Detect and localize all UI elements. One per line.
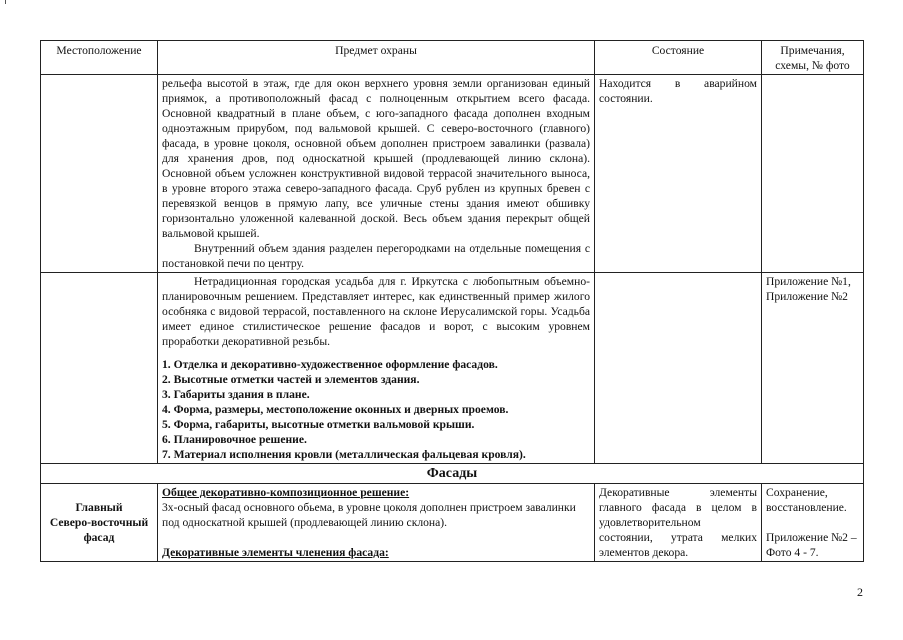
description-paragraph: рельефа высотой в этаж, где для окон верхнего уровня земли организован единый приямок, а противоположный фасад с полноценным открытием всего фасада. Основной квадратный в плане объем, с юго-западного фасада дополнен входным одноэтажным прирубом, под вальмовой крышей. С северо-восточного (главного) фасада, в уровне цоколя, основной объем дополнен пристроем завалинки (развала) для хранения дров, под односкатной крышей (продлевающей линию склона). Основной объем усложнен конструктивной видовой террасой значительного выноса, в уровне второго этажа северо-западного фасада. Сруб рублен из крупных бревен с перевязкой венцов в прямую лапу, все уличные стены здания имеют обшивку горизонтально уложенной калеванной доской. Весь объем здания перекрыт общей вальмовой крышей. bbox=[162, 77, 590, 240]
protection-subject-table bbox=[40, 40, 864, 562]
table-row bbox=[41, 484, 864, 562]
notes-cell: Приложение №1, Приложение №2 bbox=[762, 273, 864, 464]
protection-item: 1. Отделка и декоративно-художественное оформление фасадов. bbox=[162, 358, 498, 371]
subject-cell bbox=[158, 75, 595, 273]
header-state: Состояние bbox=[595, 41, 762, 75]
header-notes: Примечания, схемы, № фото bbox=[762, 41, 864, 75]
section-header-row bbox=[41, 464, 864, 484]
state-cell bbox=[595, 273, 762, 464]
interior-paragraph: Внутренний объем здания разделен перегородками на отдельные помещения с постановкой печи по центру. bbox=[162, 242, 590, 270]
protection-item: 3. Габариты здания в плане. bbox=[162, 388, 310, 401]
protection-item: 7. Материал исполнения кровли (металлическая фальцевая кровля). bbox=[162, 448, 526, 461]
protection-item: 6. Планировочное решение. bbox=[162, 433, 307, 446]
table-row bbox=[41, 75, 864, 273]
section-title: Фасады bbox=[41, 464, 864, 484]
state-cell: Декоративные элементы главного фасада в целом в удовлетворительном состоянии, утрата мелких элементов декора. bbox=[595, 484, 762, 562]
protection-item: 4. Форма, размеры, местоположение оконных и дверных проемов. bbox=[162, 403, 509, 416]
scan-edge-mark bbox=[5, 0, 14, 4]
protection-item: 5. Форма, габариты, высотные отметки вальмовой крыши. bbox=[162, 418, 475, 431]
header-location: Местоположение bbox=[41, 41, 158, 75]
subject-cell bbox=[158, 484, 595, 562]
composition-heading: Общее декоративно-композиционное решение: bbox=[162, 486, 410, 499]
decor-heading: Декоративные элементы членения фасада: bbox=[162, 546, 389, 559]
page-number: 2 bbox=[857, 585, 863, 599]
composition-text: 3х-осный фасад основного обьема, в уровне цоколя дополнен пристроем завалинки под односкатной крышей (продлевающей линию склона). bbox=[162, 501, 576, 529]
notes-cell bbox=[762, 75, 864, 273]
state-cell: Находится в аварийном состоянии. bbox=[595, 75, 762, 273]
header-subject: Предмет охраны bbox=[158, 41, 595, 75]
table-row bbox=[41, 273, 864, 464]
table-header-row bbox=[41, 41, 864, 75]
location-cell bbox=[41, 273, 158, 464]
location-cell: Главный Северо-восточный фасад bbox=[41, 484, 158, 562]
protection-item: 2. Высотные отметки частей и элементов здания. bbox=[162, 373, 420, 386]
estate-description: Нетрадиционная городская усадьба для г. Иркутска с любопытным объемно-планировочным решением. Представляет интерес, как единственный пример жилого особняка с видовой террасой, поставленного на склоне Иерусалимской горы. Усадьба имеет единое стилистическое решение фасадов и ворот, с высоким уровнем проработки декоративной резьбы. bbox=[162, 275, 590, 348]
location-cell bbox=[41, 75, 158, 273]
subject-cell bbox=[158, 273, 595, 464]
notes-cell: Сохранение, восстановление. Приложение №2 – Фото 4 - 7. bbox=[762, 484, 864, 562]
